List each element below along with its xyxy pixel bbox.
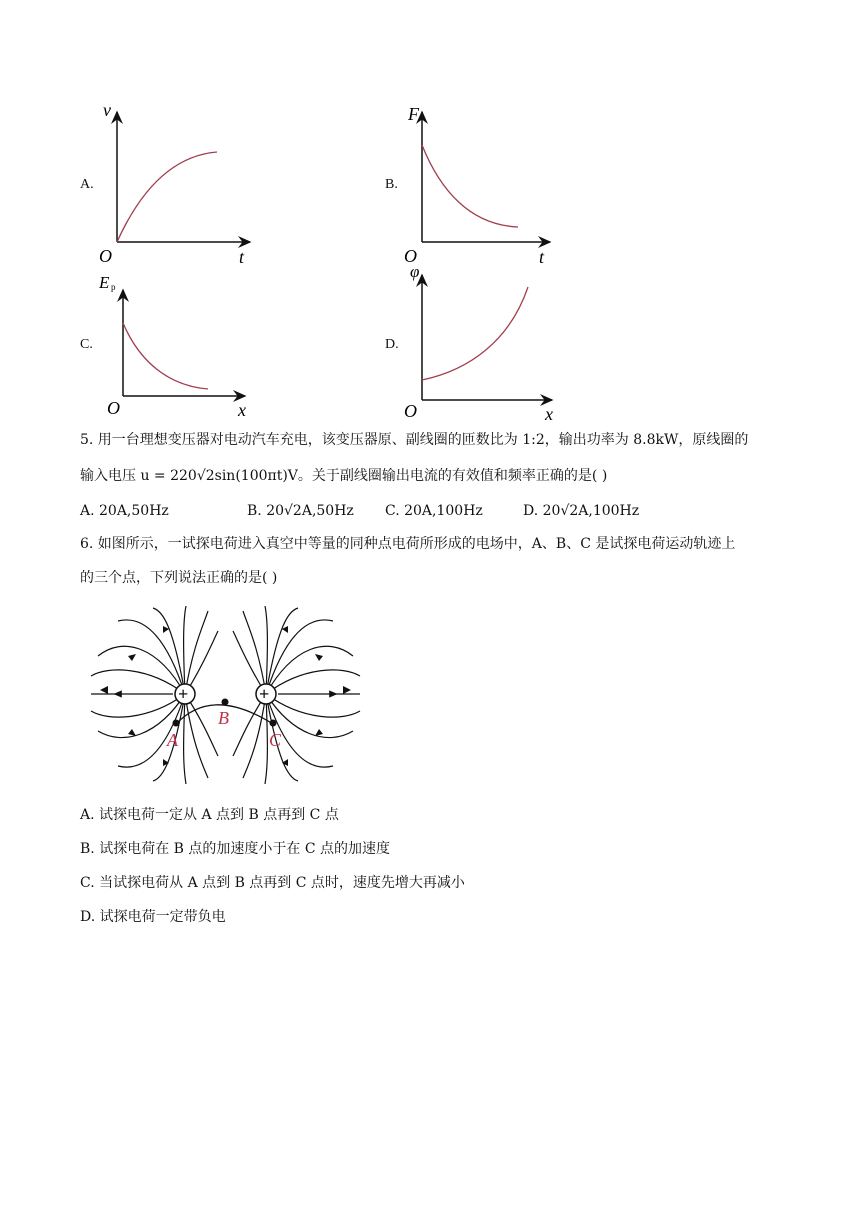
xlabel-a: t <box>239 247 245 267</box>
point-c <box>270 720 277 727</box>
xlabel-b: t <box>539 247 545 267</box>
q6-option-c: C. 当试探电荷从 A 点到 B 点再到 C 点时，速度先增大再减小 <box>80 875 465 891</box>
origin-c: O <box>107 398 120 418</box>
q6-option-b: B. 试探电荷在 B 点的加速度小于在 C 点的加速度 <box>80 841 390 857</box>
ylabel-b: F <box>408 104 419 124</box>
option-b-label: B. <box>385 177 398 192</box>
option-a-label: A. <box>80 177 94 192</box>
graph-a <box>95 100 265 270</box>
q6-option-d: D. 试探电荷一定带负电 <box>80 909 226 925</box>
ylabel-c-sub: p <box>111 282 116 292</box>
origin-a: O <box>99 246 112 266</box>
point-b <box>222 699 229 706</box>
curve-c <box>123 323 208 389</box>
option-c-label: C. <box>80 337 93 352</box>
q5-option-d: D. 20√2A,100Hz <box>523 503 640 519</box>
point-a <box>173 720 180 727</box>
xlabel-c: x <box>238 400 246 420</box>
right-charge-sign: + <box>259 684 270 704</box>
q6-line2: 的三个点，下列说法正确的是( ) <box>80 570 278 586</box>
label-b: B <box>218 708 229 728</box>
q5-line1: 5. 用一台理想变压器对电动汽车充电，该变压器原、副线圈的匝数比为 1:2，输出功率为 8.8kW，原线圈的 <box>80 432 749 448</box>
q6-line1: 6. 如图所示，一试探电荷进入真空中等量的同种点电荷所形成的电场中，A、B、C 是试探电荷运动轨迹上 <box>80 536 736 552</box>
left-charge-sign: + <box>178 684 189 704</box>
graph-c <box>95 268 265 423</box>
q5-option-c: C. 20A,100Hz <box>385 503 483 519</box>
xlabel-d: x <box>545 404 553 424</box>
ylabel-c: E <box>99 273 110 292</box>
graph-b <box>400 100 570 270</box>
q6-option-a: A. 试探电荷一定从 A 点到 B 点再到 C 点 <box>80 807 339 823</box>
curve-b <box>422 145 518 227</box>
ylabel-d: φ <box>410 262 420 281</box>
origin-d: O <box>404 401 417 421</box>
label-c: C <box>269 730 282 750</box>
curve-a <box>117 152 217 242</box>
q5-option-a: A. 20A,50Hz <box>80 503 169 519</box>
origin-b: O <box>404 246 417 266</box>
field-lines-figure <box>88 606 363 784</box>
option-d-label: D. <box>385 337 399 352</box>
q5-option-b: B. 20√2A,50Hz <box>247 503 354 519</box>
graph-d <box>400 260 570 425</box>
label-a: A <box>167 730 178 750</box>
q5-line2: 输入电压 u = 220√2sin(100πt)V。关于副线圈输出电流的有效值和频率正确的是( ) <box>80 468 608 484</box>
curve-d <box>422 287 528 380</box>
ylabel-a: v <box>103 100 111 120</box>
